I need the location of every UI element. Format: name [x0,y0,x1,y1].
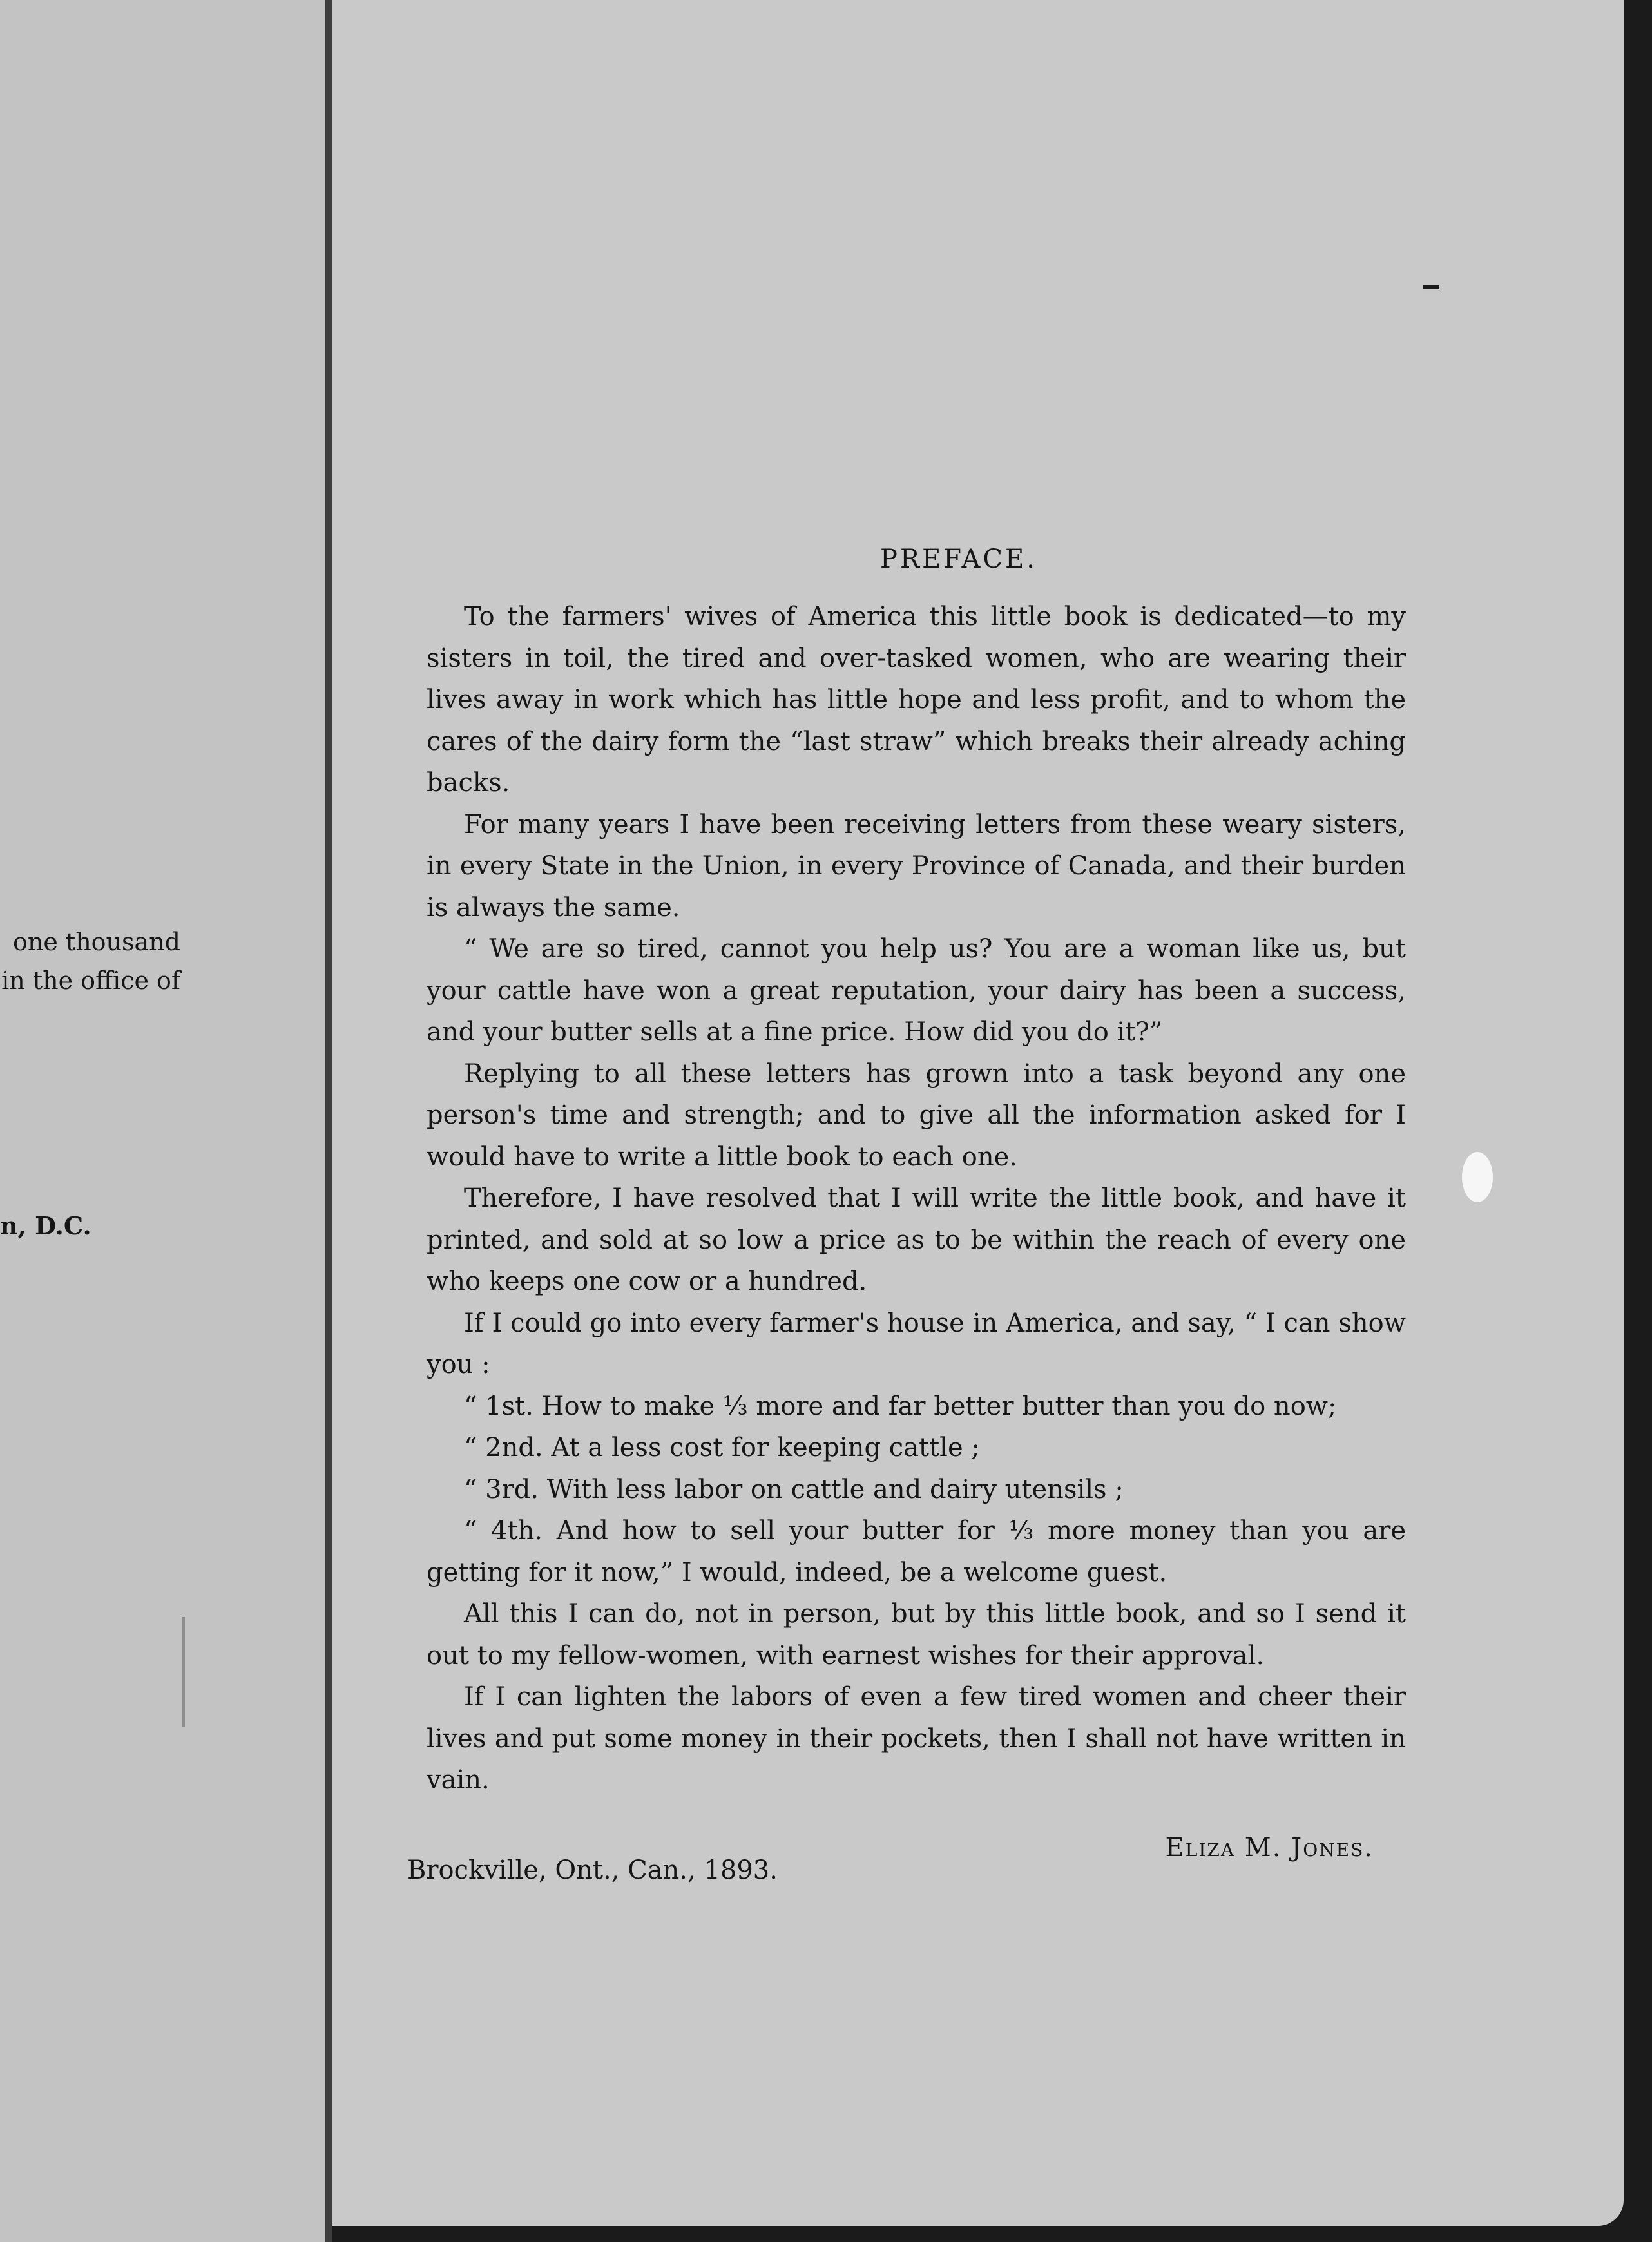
list-item: “ 4th. And how to sell your butter for ⅓ more money than you are getting for it now,” I would, indeed, be a welcome guest. [427,1516,1406,1587]
page-mark [1423,285,1439,289]
book-spine [325,0,332,2242]
left-page-text-line: in the office of [1,966,180,995]
list-item: “ 3rd. With less labor on cattle and dairy utensils ; [464,1474,1124,1504]
paragraph: If I could go into every farmer's house in America, and say, “ I can show you : [427,1308,1406,1379]
preface-section [332,0,1624,2226]
left-page-text-line: n, D.C. [0,1211,91,1240]
paragraph: If I can lighten the labors of even a few tired women and cheer their lives and put some money in their pockets, then I shall not have written in vain. [427,1682,1406,1795]
paragraph: “ We are so tired, cannot you help us? You are a woman like us, but your cattle have won a great reputation, your dairy has been a success, and your butter sells at a fine price. How did you do it?” [427,934,1406,1047]
left-page [0,0,325,2242]
paragraph: Replying to all these letters has grown into a task beyond any one person's time and strength; and to give all the information asked for I would have to write a little book to each one. [427,1059,1406,1172]
page-title: PREFACE. [880,544,1037,574]
right-page [332,0,1624,2226]
paragraph: To the farmers' wives of America this little book is dedicated—to my sisters in toil, the tired and over-tasked women, who are wearing their lives away in work which has little hope and less profit, and to whom the cares of the dairy form the “last straw” which breaks their already aching backs. [427,602,1406,798]
left-page-text-line: one thousand [13,928,180,956]
author-signature: Eliza M. Jones. [1165,1833,1374,1863]
list-item: “ 2nd. At a less cost for keeping cattle ; [464,1433,980,1462]
preface-body [427,596,1406,1801]
page-mark [182,1617,185,1727]
place-date: Brockville, Ont., Can., 1893. [407,1855,778,1885]
list-item: “ 1st. How to make ⅓ more and far better butter than you do now; [464,1391,1337,1421]
paragraph: Therefore, I have resolved that I will write the little book, and have it printed, and sold at so low a price as to be within the reach of every one who keeps one cow or a hundred. [427,1183,1406,1296]
paragraph: For many years I have been receiving letters from these weary sisters, in every State in the Union, in every Province of Canada, and their burden is always the same. [427,809,1406,923]
paragraph: All this I can do, not in person, but by this little book, and so I send it out to my fellow-women, with earnest wishes for their approval. [427,1599,1406,1671]
paper-blemish [1462,1152,1493,1202]
